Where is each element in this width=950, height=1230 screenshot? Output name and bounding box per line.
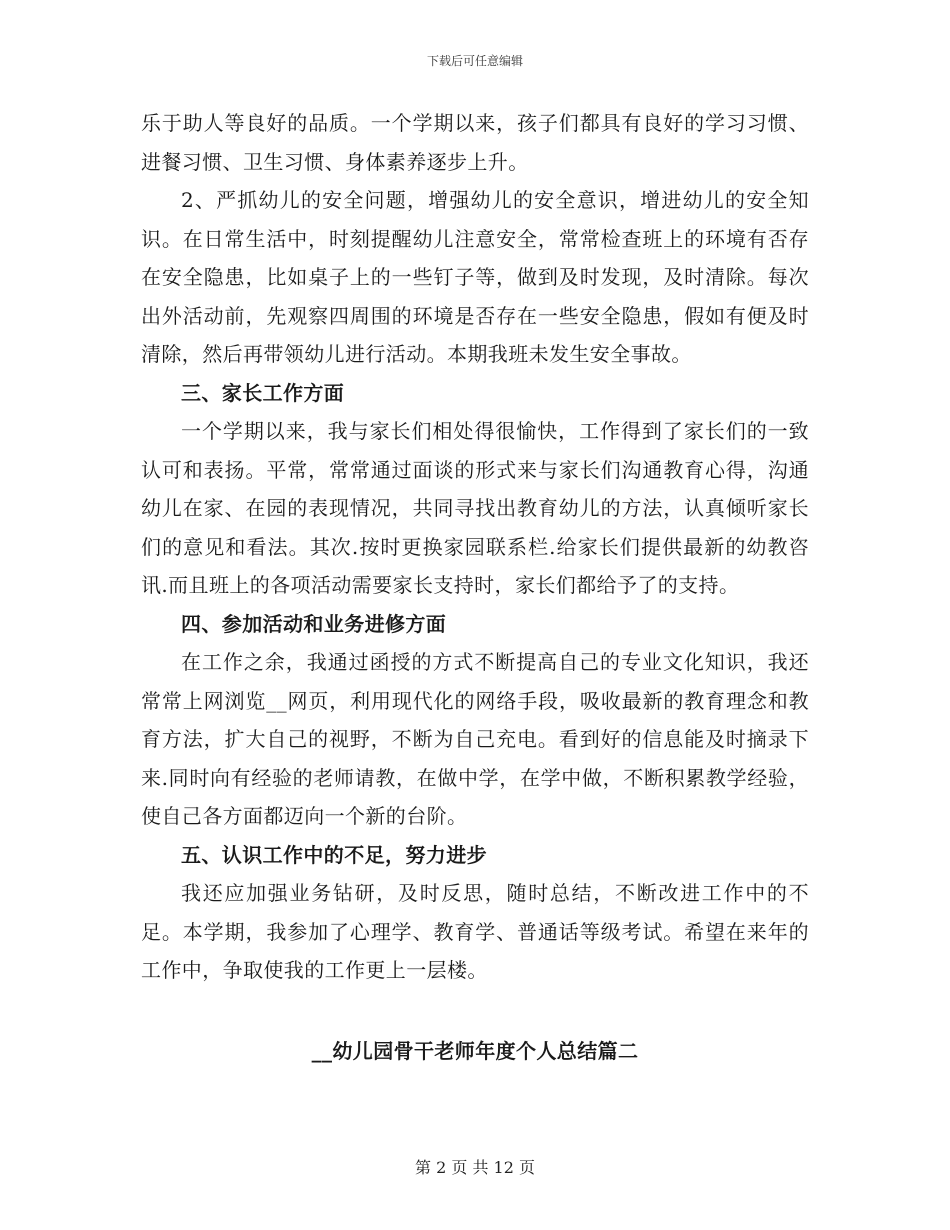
document-body xyxy=(141,104,809,990)
paragraph-1: 乐于助人等良好的品质。一个学期以来，孩子们都具有良好的学习习惯、进餐习惯、卫生习惯、身体素养逐步上升。 xyxy=(141,111,809,174)
paragraph-4: 在工作之余，我通过函授的方式不断提高自己的专业文化知识，我还常常上网浏览__网页，利用现代化的网络手段，吸收最新的教育理念和教育方法，扩大自己的视野，不断为自己充电。看到好的信息能及时摘录下来.同时向有经验的老师请教，在做中学，在学中做，不断积累教学经验，使自己各方面都迈向一个新的台阶。 xyxy=(141,650,809,828)
paragraph-3: 一个学期以来，我与家长们相处得很愉快，工作得到了家长们的一致认可和表扬。平常，常常通过面谈的形式来与家长们沟通教育心得，沟通幼儿在家、在园的表现情况，共同寻找出教育幼儿的方法，认真倾听家长们的意见和看法。其次.按时更换家园联系栏.给家长们提供最新的幼教咨讯.而且班上的各项活动需要家长支持时，家长们都给予了的支持。 xyxy=(141,419,809,597)
article-title: __幼儿园骨干老师年度个人总结篇二 xyxy=(311,1039,639,1063)
section-heading-4: 四、参加活动和业务进修方面 xyxy=(181,611,447,636)
paragraph-2: 2、严抓幼儿的安全问题，增强幼儿的安全意识，增进幼儿的安全知识。在日常生活中，时刻提醒幼儿注意安全，常常检查班上的环境有否存在安全隐患，比如桌子上的一些钉子等，做到及时发现，及时清除。每次出外活动前，先观察四周围的环境是否存在一些安全隐患，假如有便及时清除，然后再带领幼儿进行活动。本期我班未发生安全事故。 xyxy=(141,188,809,366)
page-footer: 第 2 页 共 12 页 xyxy=(415,1158,535,1177)
page-header: 下载后可任意编辑 xyxy=(426,54,523,68)
section-heading-3: 三、家长工作方面 xyxy=(181,380,345,405)
section-heading-5: 五、认识工作中的不足，努力进步 xyxy=(181,842,487,867)
paragraph-5: 我还应加强业务钻研，及时反思，随时总结，不断改进工作中的不足。本学期，我参加了心理学、教育学、普通话等级考试。希望在来年的工作中，争取使我的工作更上一层楼。 xyxy=(141,881,809,982)
